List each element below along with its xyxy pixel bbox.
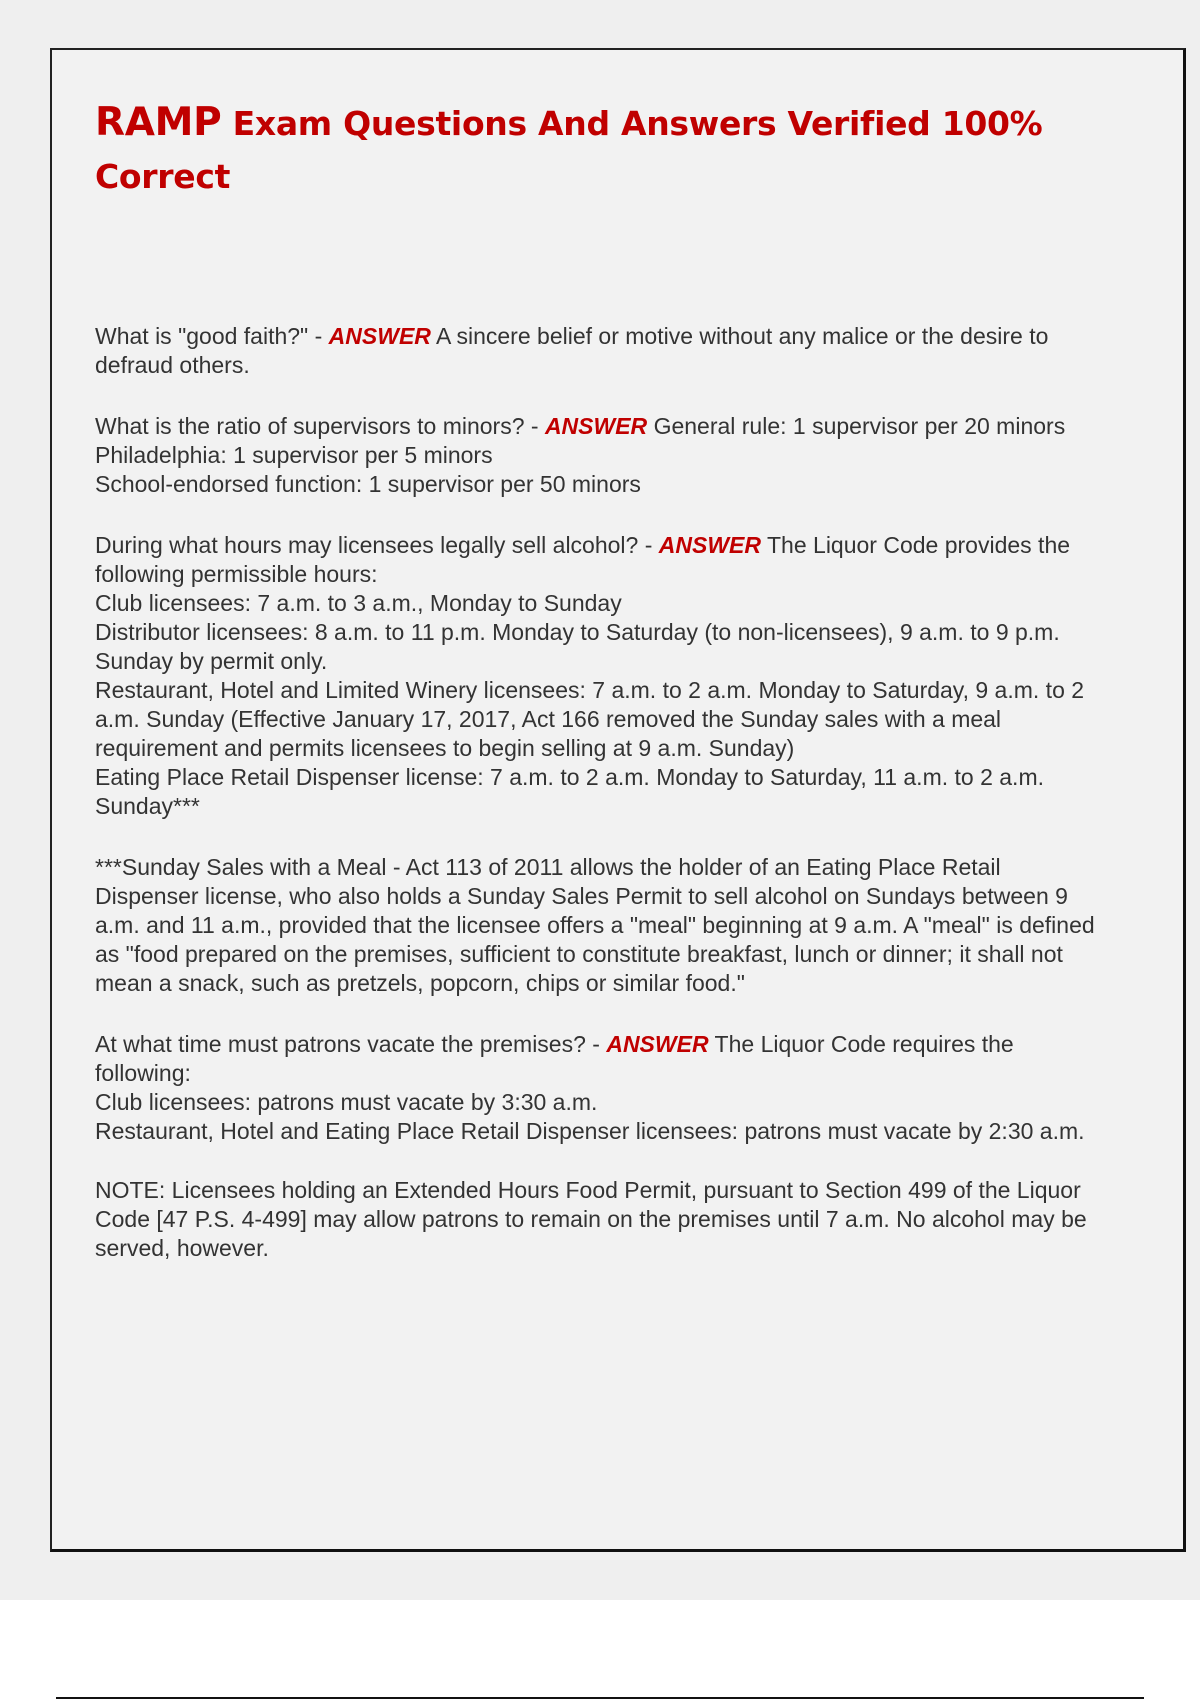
document-body [95, 322, 1095, 1295]
final-note-text: NOTE: Licensees holding an Extended Hours Food Permit, pursuant to Section 499 of the Liquor Code [47 P.S. 4-499] may allow patrons to remain on the premises until 7 a.m. No alcohol may be served, however. [95, 1177, 1087, 1261]
answer-line: Club licensees: 7 a.m. to 3 a.m., Monday to Sunday [95, 590, 622, 616]
qa-item [95, 1030, 1095, 1146]
sunday-note-text: ***Sunday Sales with a Meal - Act 113 of 2011 allows the holder of an Eating Place Retail Dispenser license, who also holds a Sunday Sales Permit to sell alcohol on Sundays between 9 a.m. and 11 a.m., provided that the licensee offers a "meal" beginning at 9 a.m. A "meal" is defined as "food prepared on the premises, sufficient to constitute breakfast, lunch or dinner; it shall not mean a snack, such as pretzels, popcorn, chips or similar food." [95, 854, 1095, 996]
qa-item [95, 412, 1095, 499]
answer-text: The Liquor Code requires the following: [95, 1031, 1014, 1086]
answer-line: Restaurant, Hotel and Eating Place Retail Dispenser licensees: patrons must vacate by 2:30 a.m. [95, 1118, 1085, 1144]
answer-line: School-endorsed function: 1 supervisor per 50 minors [95, 471, 641, 497]
answer-text: The Liquor Code provides the following permissible hours: [95, 532, 1071, 587]
title-rest: Exam Questions And Answers Verified 100% Correct [95, 104, 1043, 196]
question-text: What is "good faith?" - [95, 323, 329, 349]
title-prefix: RAMP [95, 100, 222, 145]
answer-label: ANSWER [544, 413, 648, 439]
question-text: At what time must patrons vacate the premises? - [95, 1031, 607, 1057]
answer-label: ANSWER [658, 532, 762, 558]
answer-label: ANSWER [328, 323, 431, 349]
answer-line: Eating Place Retail Dispenser license: 7 a.m. to 2 a.m. Monday to Saturday, 11 a.m. to 2 a.m. Sunday*** [95, 764, 1044, 819]
sunday-sales-note [95, 853, 1095, 998]
qa-item [95, 531, 1095, 821]
page-title [95, 96, 1055, 203]
answer-line: Restaurant, Hotel and Limited Winery licensees: 7 a.m. to 2 a.m. Monday to Saturday, 9 a.m. to 2 a.m. Sunday (Effective January 17, 2017, Act 166 removed the Sunday sales with a meal requirement and permits licensees to begin selling at 9 a.m. Sunday) [95, 677, 1085, 761]
question-text: During what hours may licensees legally sell alcohol? - [95, 532, 659, 558]
next-page-divider [56, 1697, 1144, 1699]
answer-line: Distributor licensees: 8 a.m. to 11 p.m. Monday to Saturday (to non-licensees), 9 a.m. to 9 p.m. Sunday by permit only. [95, 619, 1060, 674]
answer-label: ANSWER [606, 1031, 709, 1057]
answer-text: A sincere belief or motive without any malice or the desire to defraud others. [95, 323, 1049, 378]
qa-item [95, 322, 1095, 380]
answer-text: General rule: 1 supervisor per 20 minors [653, 413, 1066, 439]
question-text: What is the ratio of supervisors to minors? - [95, 413, 545, 439]
answer-line: Philadelphia: 1 supervisor per 5 minors [95, 442, 493, 468]
final-note [95, 1176, 1095, 1263]
answer-line: Club licensees: patrons must vacate by 3:30 a.m. [95, 1089, 598, 1115]
